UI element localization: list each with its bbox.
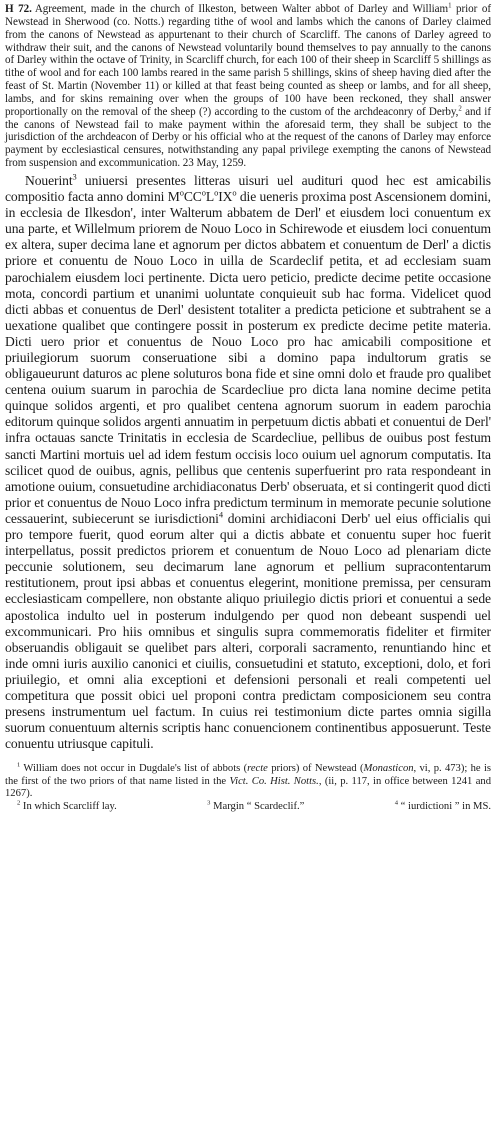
charter-text-4: domini archidiaconi Derb' uel eius officialis qui pro tempore fuerit, quod eorum alter qui a dictis abbate et conuentu super hoc fuerit interpellatus, possit predictos priorem et conuentum de Nouo Loco ad plenariam dicte peccunie solutionem, seu decimarum lane agnorum et pellium supracontentarum restitutionem, prout ipsi abbas et conuentus elegerint, monitione premissa, per censuram ecclesiasticam compellere, non obstante aliquo priuilegio dictis priori et conuentui a sede apostolica indulto uel in posterum indulgendo per quod non debeant suspendi uel excommunicari. Pro hiis omnibus et singulis supra commemoratis fideliter et firmiter obseruandis obligauit se quelibet pars alteri, corporali sacramento, renuntiando hinc et inde omni iuris auxilio canonici et ciuilis, consuetudini et statuto, exceptioni, dolo, et fori priuilegio, et omni alia exceptioni et defensioni personali et reali competenti uel competitura que possit obici uel proponi contra predictam composicionem seu contra presens instrumentum uel factum. In cuius rei testimonium dicte partes omnia sigilla suorum conuentuum alternis scriptis hanc conuencionem continentibus apposuerunt. Teste conuentu utriusque capituli.: [5, 510, 491, 752]
era-sup-2: o: [201, 187, 206, 198]
era-sup-3: o: [214, 187, 219, 198]
footnote-1-text-b: priors) of Newstead (: [267, 763, 364, 775]
footnote-1-monasticon: Monasticon: [363, 763, 414, 775]
footnote-1-recte: recte: [247, 763, 268, 775]
footnote-3-mark: 3: [207, 799, 211, 807]
footnote-1-mark: 1: [17, 761, 21, 769]
charter-text: [5, 173, 491, 752]
footnote-3: [207, 801, 304, 813]
footnote-2-text: In which Scarcliff lay.: [20, 800, 117, 812]
footnote-4: [395, 801, 491, 813]
era-sup-1: o: [179, 187, 184, 198]
footnote-2: [17, 801, 117, 813]
footnote-1-text-a: William does not occur in Dugdale's list of abbots (: [20, 763, 248, 775]
summary-text-3: and if the canons of Newstead fail to make payment within the aforesaid term, they shall be subject to the jurisdiction of the archdeacon of Derby or his official who at the request of the canons of Darley may enforce payment by ecclesiastical censures, notwithstanding any papal privilege exempting the canons of Newstead from suspension and excommunication.: [5, 105, 491, 170]
footnote-3-text: Margin “ Scardeclif.”: [210, 800, 305, 812]
footnote-2-mark: 2: [17, 799, 21, 807]
footnote-4-text: “ iurdictioni ” in MS.: [398, 800, 491, 812]
era-cc: CC: [183, 189, 202, 205]
charter-text-1: Nouerint: [25, 172, 73, 188]
footnote-ref-2: 2: [458, 105, 462, 113]
footnote-ref-4: 4: [218, 509, 223, 520]
footnote-ref-1: 1: [448, 2, 452, 10]
summary-text-1: Agreement, made in the church of Ilkeston, between Walter abbot of Darley and William: [34, 3, 449, 15]
footnote-1-vch: Vict. Co. Hist. Notts.: [229, 775, 319, 787]
charter-text-2: uniuersi presentes litteras uisuri uel audituri quod hec est amicabilis compositio facta anno domini M: [5, 172, 491, 205]
footnote-ref-3: 3: [72, 171, 77, 182]
footnote-4-mark: 4: [394, 799, 398, 807]
summary-text-2: prior of Newstead in Sherwood (co. Notts.) regarding tithe of wool and lambs which the canons of Darley claimed from the canons of Newstead as appurtenant to their church of Scarcliff. The canons of Darley agreed to withdraw their suit, and the canons of Newstead voluntarily bound themselves to pay annually to the canons of Darley within the octave of Trinity, in Scarcliff church, for each 100 of their sheep in Scarcliff 5 shillings as tithe of wool and for each 100 lambs reared in the same parish 5 shillings, skins of sheep having died after the feast of St. Martin (November 11) or killed at that feast being counted as sheep or lambs, and for all sheep, lambs, and for skins remaining over when the groups of 100 have been reckoned, they shall answer proportionally on the removal of the sheep (?) according to the custom of the archdeaconry of Derby,: [5, 3, 491, 118]
era-sup-4: o: [232, 187, 237, 198]
entry-summary: [5, 3, 491, 170]
era-ix: IX: [218, 189, 233, 205]
footnote-1: [5, 763, 491, 800]
era-l: L: [205, 189, 215, 205]
footnotes-2-4: [5, 801, 491, 813]
entry-number: H 72.: [5, 3, 32, 15]
footnote-1-text-c: , vi, p. 473); he is the first of the two priors of that name listed in the: [5, 763, 492, 787]
footnote-1-text-d: , (ii, p. 117, in office between 1241 and 1267).: [5, 775, 492, 800]
footnotes: [5, 763, 491, 813]
entry-date: 23 May, 1259.: [182, 157, 247, 170]
charter-text-3: die ueneris proxima post Ascensionem domini, in ecclesia de Ilkesdon', inter Walterum abbatem de Derl' et eiusdem loci conuentum ex una parte, et Willelmum priorem de Nouo Loco in Schirewode et eiusdem loci conuentum ex altera, super decima lane et agnorum per dictos abbatem et conuentum de Derl' a dictis priore et conuentu de Nouo Loco in uilla de Scardeclif petita, et ad ecclesiam suam parochialem eiusdem loci pertinente. Dicta uero peticio, predicte decime petite occasione mota, concordi partium et unanimi uoluntate conquieuit sub hac forma. Videlicet quod dicti abbas et conuentus de Derl' desistent totaliter a predicta peticione et subtrahent se a uexatione qualibet que contingere possit in posterum ex predicte decime petite materia. Dicti uero prior et conuentus de Nouo Loco pro hac amicabili compositione et priuilegiorum suorum conseruatione sibi a domino papa indultorum gratis se obligaueurunt daturos ac plene soluturos bona fide et sine omni dolo et fraude pro qualibet centena ouium suarum in parochia de Scardecliue pro dicta lana nomine decime petita quinque solidos argenti, et pro qualibet centena agnorum suorum in eadem parochia editorum quinque solidos argenti annuatim in perpetuum dictis abbati et conuentui de Derl' infra octauas sancte Trinitatis in ecclesia de Scardecliue, pellibus de ouibus post festum sancti Martini mortuis uel ad idem festum occisis loco ouium uel agnorum computatis. Ita scilicet quod de ouibus, agnis, pellibus que centenis superfuerint pro rata respondeant in amotione ouium, consuetudine archidiaconatus Derb' obseruata, et si contingerit quod dicti prior et conuentus de Nouo Loco infra predictum terminum in memorate pecunie solutione cessauerint, subiecerunt se iurisdictioni: [5, 189, 491, 526]
